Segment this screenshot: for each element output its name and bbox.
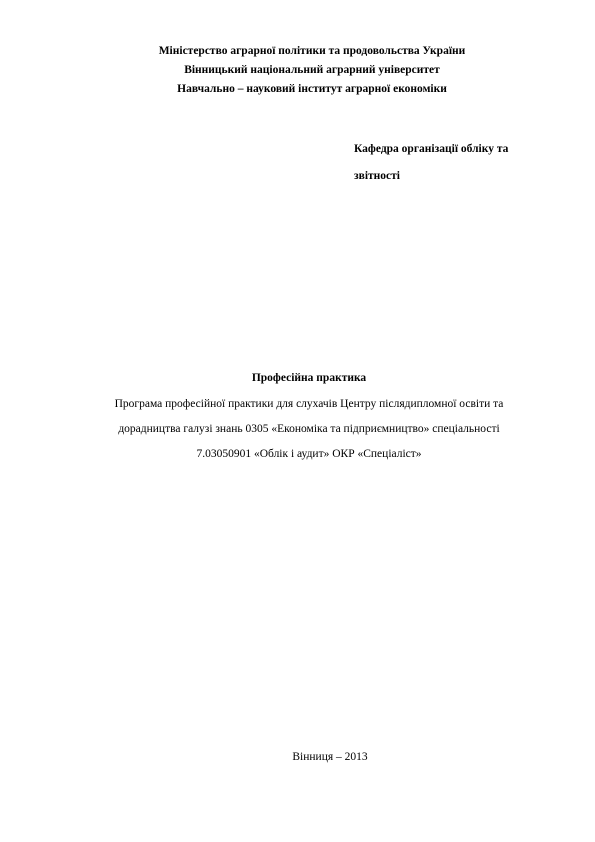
department-name-line-1: Кафедра організації обліку та xyxy=(354,143,509,155)
department-block xyxy=(354,136,554,190)
program-description-line-2: дорадництва галузі знань 0305 «Економіка та підприємництво» спеціальності xyxy=(118,423,500,435)
institution-header xyxy=(0,42,595,99)
ministry-name: Міністерство аграрної політики та продовольства України xyxy=(158,45,466,57)
document-title-block xyxy=(0,365,595,467)
university-name: Вінницький національний аграрний університет xyxy=(184,64,440,76)
document-title: Професійна практика xyxy=(251,372,367,384)
program-description-line-3: 7.03050901 «Облік і аудит» ОКР «Спеціаліст» xyxy=(196,448,422,460)
program-description-line-1: Програма професійної практики для слухачів Центру післядипломної освіти та xyxy=(114,398,504,410)
institute-name: Навчально – науковий інститут аграрної економіки xyxy=(177,83,447,95)
department-name-line-2: звітності xyxy=(354,170,400,182)
city-year: Вінниця – 2013 xyxy=(292,751,368,763)
